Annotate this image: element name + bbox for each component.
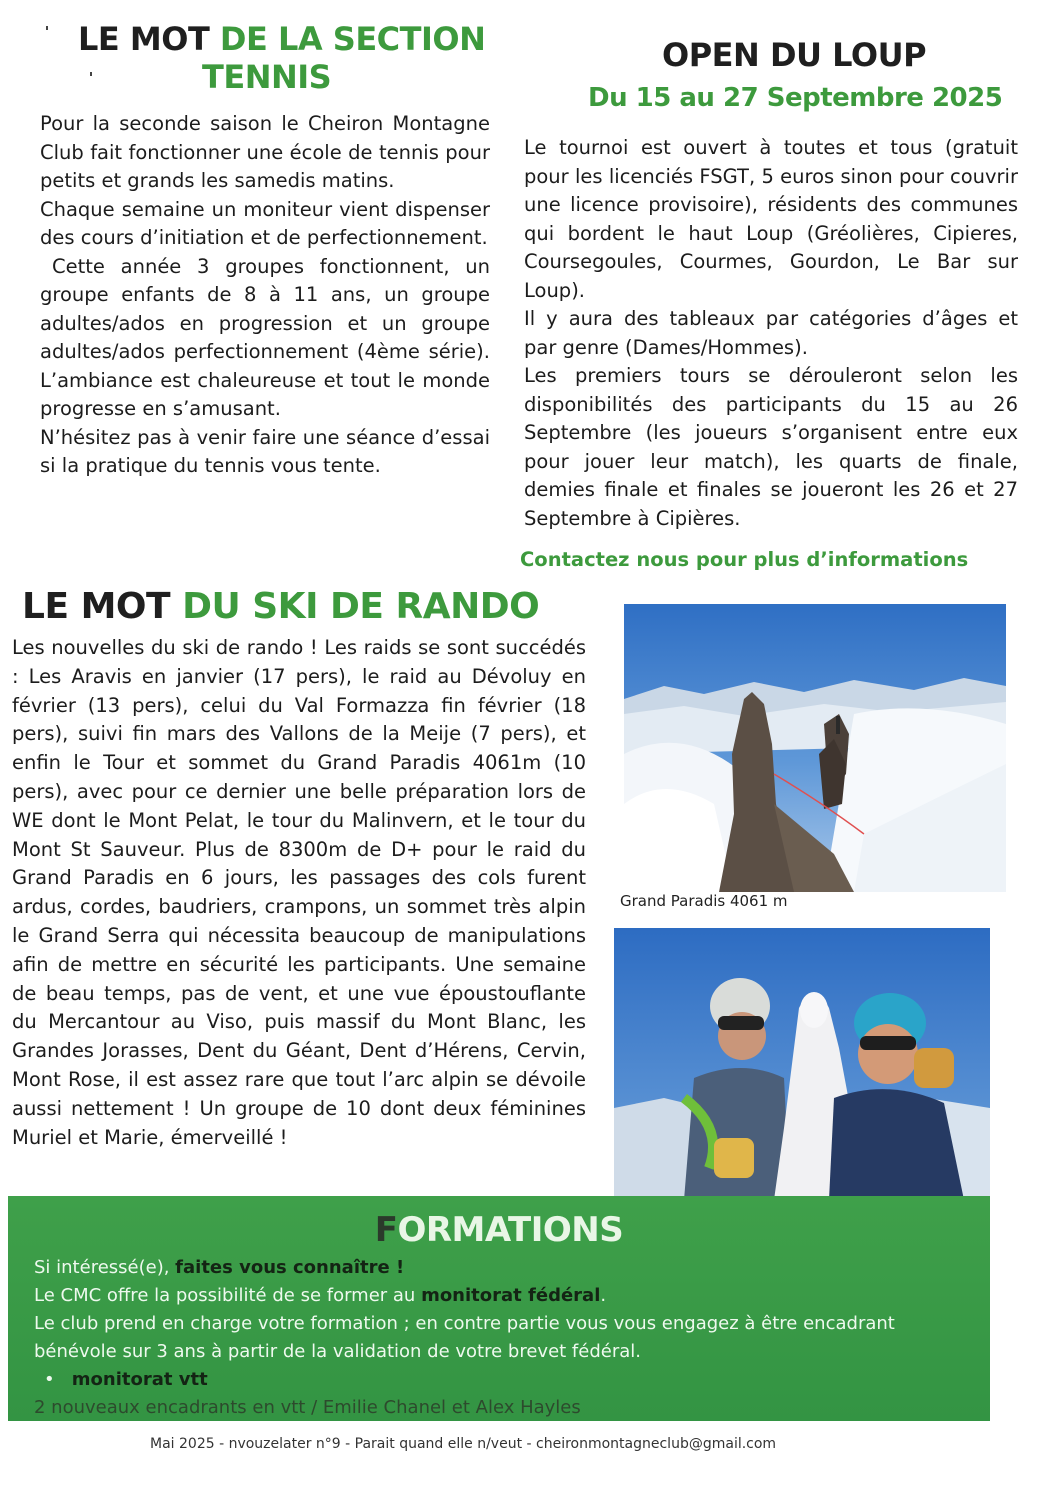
formations-text: Le CMC offre la possibilité de se former au	[34, 1285, 422, 1306]
formations-line	[34, 1282, 954, 1310]
formations-title-rest: ORMATIONS	[397, 1210, 624, 1250]
formations-emphasis: faites vous connaître !	[175, 1257, 405, 1278]
formations-line	[34, 1254, 954, 1282]
photo-caption: Grand Paradis 4061 m	[620, 892, 788, 910]
tennis-text	[40, 110, 490, 481]
formations-line: Le club prend en charge votre formation ; en contre partie vous vous engagez à être encadrant bénévole sur 3 ans à partir de la validation de votre brevet fédéral.	[34, 1313, 895, 1362]
ski-title-b: DU SKI DE RANDO	[182, 586, 540, 627]
bullet-icon: •	[44, 1369, 72, 1390]
formations-bullet-line	[34, 1366, 954, 1394]
ski-paragraph: Les nouvelles du ski de rando ! Les raids se sont succédés : Les Aravis en janvier (17 pers), le raid au Dévoluy en février (13 pers), celui du Val Formazza fin février (18 pers), suivi fin mars des Vallons de la Meije (7 pers), et enfin le Tour et sommet du Grand Paradis 4061m (10 pers), avec pour ce dernier une belle préparation lors de WE dont le Mont Pelat, le tour du Malinvern, et le tour du Mont St Sauveur. Plus de 8300m de D+ pour le raid du Grand Paradis en 6 jours, les passages des cols furent ardus, cordes, baudriers, crampons, un sommet très alpin le Grand Serra qui nécessita beaucoup de manipulations afin de mettre en sécurité les participants. Une semaine de beau temps, pas de vent, et une vue époustouflante du Mercantour au Viso, puis massif du Mont Blanc, les Grandes Jorasses, Dent du Géant, Dent d’Hérens, Cervin, Mont Rose, il est assez rare que tout l’arc alpin se dévoile aussi nettement ! Un groupe de 10 dont deux féminines Muriel et Marie, émerveillé !	[12, 636, 586, 1149]
open-dates: Du 15 au 27 Septembre 2025	[588, 83, 1003, 113]
tennis-paragraph: Pour la seconde saison le Cheiron Montagne Club fait fonctionner une école de tennis pour petits et grands les samedis matins.	[40, 112, 490, 192]
ski-title-a: LE MOT	[22, 586, 171, 627]
formations-bullet: monitorat vtt	[71, 1369, 208, 1390]
ski-text	[12, 634, 586, 1152]
formations-text: Si intéressé(e),	[34, 1257, 176, 1278]
tennis-title-b: DE LA SECTION	[219, 20, 486, 58]
tennis-title-line2: TENNIS	[202, 58, 332, 96]
formations-emphasis: monitorat fédéral	[421, 1285, 601, 1306]
open-title: OPEN DU LOUP	[662, 36, 927, 74]
ski-title	[22, 586, 539, 628]
scan-mark	[46, 26, 48, 30]
tennis-paragraph: Cette année 3 groupes fonctionnent, un groupe enfants de 8 à 11 ans, un groupe adultes/ados en progression et un groupe adultes/ados perfectionnement (4ème série). L’ambiance est chaleureuse et tout le monde progresse en s’amusant.	[40, 254, 490, 420]
tennis-paragraph: Chaque semaine un moniteur vient dispenser des cours d’initiation et de perfectionnement.	[40, 197, 490, 249]
formations-title	[8, 1210, 990, 1250]
summit-climbers-photo	[614, 928, 990, 1200]
formations-box	[8, 1196, 990, 1421]
grand-paradis-photo	[624, 604, 1006, 892]
open-paragraph: Il y aura des tableaux par catégories d’âges et par genre (Dames/Hommes).	[524, 307, 1018, 359]
open-contact: Contactez nous pour plus d’informations	[520, 548, 969, 571]
open-text	[524, 134, 1018, 533]
climbers-image	[614, 928, 990, 1200]
footer: Mai 2025 - nvouzelater n°9 - Parait quand elle n/veut - cheironmontagneclub@gmail.com	[150, 1436, 777, 1452]
open-paragraph: Les premiers tours se dérouleront selon les disponibilités des participants du 15 au 26 Septembre (les joueurs s’organisent entre eux pour jouer leur match), les quarts de finale, demies finale et finales se joueront les 26 et 27 Septembre à Cipières.	[524, 364, 1018, 530]
formations-text: .	[600, 1285, 607, 1306]
summit-ridge-image	[624, 604, 1006, 892]
open-paragraph: Le tournoi est ouvert à toutes et tous (gratuit pour les licenciés FSGT, 5 euros sinon pour couvrir une licence provisoire), résidents des communes qui bordent le haut Loup (Gréolières, Cipieres, Coursegoules, Courmes, Gourdon, Le Bar sur Loup).	[524, 136, 1018, 302]
formations-title-first: F	[374, 1210, 398, 1250]
scan-mark	[90, 72, 92, 76]
formations-body	[34, 1254, 954, 1422]
tennis-title	[78, 20, 498, 58]
formations-line: 2 nouveaux encadrants en vtt / Emilie Chanel et Alex Hayles	[34, 1397, 581, 1418]
tennis-title-a: LE MOT	[78, 20, 210, 58]
tennis-paragraph: N’hésitez pas à venir faire une séance d’essai si la pratique du tennis vous tente.	[40, 425, 490, 477]
